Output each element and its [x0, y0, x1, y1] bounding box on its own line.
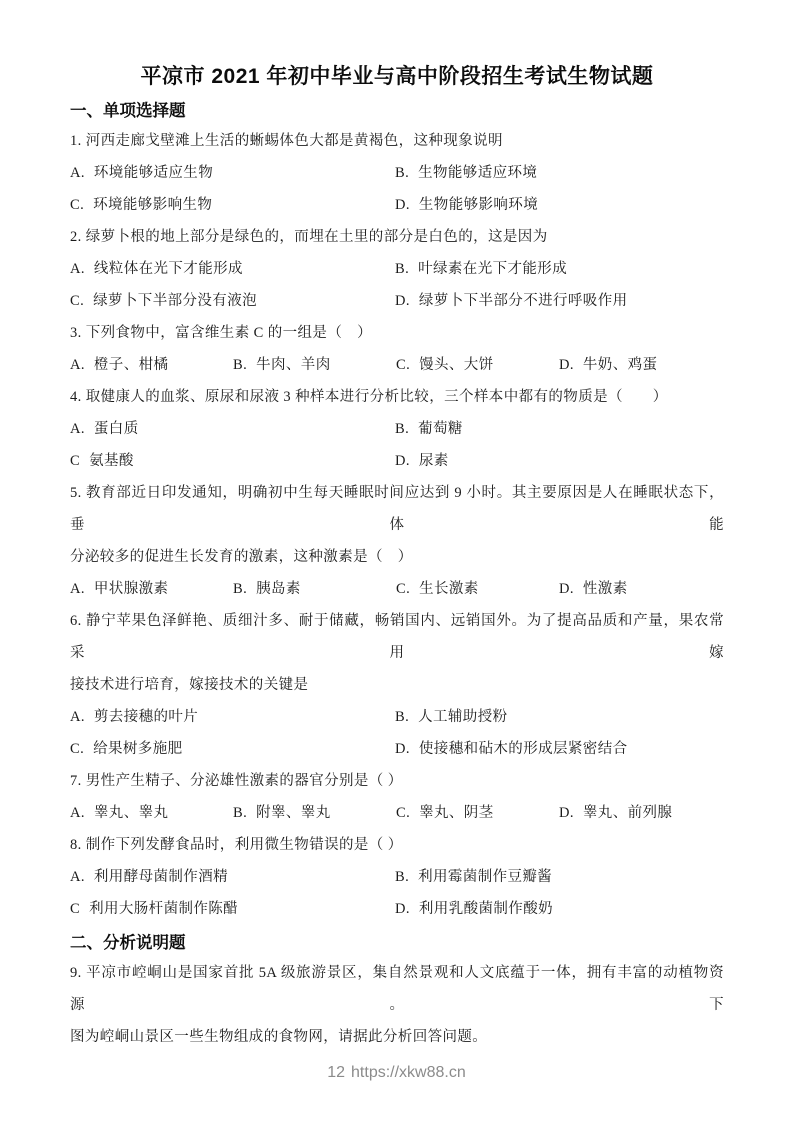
question-1-option-c: C. 环境能够影响生物: [70, 197, 213, 213]
question-8-stem: 8. 制作下列发酵食品时，利用微生物错误的是（ ）: [70, 837, 403, 853]
question-6-options: [70, 701, 724, 765]
footer-site-link[interactable]: https://xkw88.cn: [351, 1064, 466, 1081]
question-6: [70, 605, 724, 765]
question-5-option-a: A. 甲状腺激素: [70, 581, 169, 597]
question-1-stem: 1. 河西走廊戈壁滩上生活的蜥蜴体色大都是黄褐色，这种现象说明: [70, 133, 503, 149]
question-1-option-b: B. 生物能够适应环境: [395, 165, 538, 181]
question-6-option-b: B. 人工辅助授粉: [395, 709, 508, 725]
question-2-option-b: B. 叶绿素在光下才能形成: [395, 261, 568, 277]
page-number: 12: [327, 1064, 346, 1081]
question-4: [70, 381, 724, 477]
question-8-option-b: B. 利用霉菌制作豆瓣酱: [395, 869, 553, 885]
question-7-option-a: A. 睾丸、睾丸: [70, 805, 169, 821]
question-3: [70, 317, 724, 381]
section-heading-2: 二、分析说明题: [70, 934, 186, 952]
question-4-option-b: B. 葡萄糖: [395, 421, 463, 437]
question-9: [70, 957, 724, 1053]
question-3-stem: 3. 下列食物中，富含维生素 C 的一组是（ ）: [70, 325, 373, 341]
question-2-option-a: A. 线粒体在光下才能形成: [70, 261, 243, 277]
question-7-options: [70, 797, 724, 829]
page-title: 平凉市 2021 年初中毕业与高中阶段招生考试生物试题: [140, 65, 654, 88]
question-1-option-d: D. 生物能够影响环境: [395, 197, 539, 213]
question-4-option-c: C 氨基酸: [70, 453, 134, 469]
question-1-options: [70, 157, 724, 221]
question-4-options: [70, 413, 724, 477]
question-8-options: [70, 861, 724, 925]
question-8-option-d: D. 利用乳酸菌制作酸奶: [395, 901, 554, 917]
question-1: [70, 125, 724, 221]
question-3-option-c: C. 馒头、大饼: [396, 357, 494, 373]
question-8-option-a: A. 利用酵母菌制作酒精: [70, 869, 229, 885]
question-2-option-c: C. 绿萝卜下半部分没有液泡: [70, 293, 258, 309]
question-5: [70, 477, 724, 605]
question-3-option-a: A. 橙子、柑橘: [70, 357, 169, 373]
question-4-stem: 4. 取健康人的血浆、原尿和尿液 3 种样本进行分析比较，三个样本中都有的物质是（ ）: [70, 389, 668, 405]
question-2-options: [70, 253, 724, 317]
page-footer: [0, 1062, 793, 1084]
question-5-option-c: C. 生长激素: [396, 581, 479, 597]
question-7: [70, 765, 724, 829]
section-heading-1: 一、单项选择题: [70, 102, 186, 120]
question-5-option-b: B. 胰岛素: [233, 581, 301, 597]
question-6-option-d: D. 使接穗和砧木的形成层紧密结合: [395, 741, 628, 757]
question-2-stem: 2. 绿萝卜根的地上部分是绿色的，而埋在土里的部分是白色的，这是因为: [70, 229, 548, 245]
question-7-stem: 7. 男性产生精子、分泌雄性激素的器官分别是（ ）: [70, 773, 403, 789]
question-8-option-c: C 利用大肠杆菌制作陈醋: [70, 901, 239, 917]
question-6-option-c: C. 给果树多施肥: [70, 741, 183, 757]
question-7-option-c: C. 睾丸、阴茎: [396, 805, 494, 821]
question-4-option-d: D. 尿素: [395, 453, 449, 469]
question-2-option-d: D. 绿萝卜下半部分不进行呼吸作用: [395, 293, 628, 309]
question-2: [70, 221, 724, 317]
question-5-options: [70, 573, 724, 605]
question-7-option-d: D. 睾丸、前列腺: [559, 805, 673, 821]
question-7-option-b: B. 附睾、睾丸: [233, 805, 331, 821]
question-6-stem: 6. 静宁苹果色泽鲜艳、质细汁多、耐于储藏，畅销国内、远销国外。为了提高品质和产量，果农常采用嫁 接技术进行培育，嫁接技术的关键是: [70, 613, 724, 693]
question-3-option-d: D. 牛奶、鸡蛋: [559, 357, 658, 373]
question-3-options: [70, 349, 724, 381]
question-3-option-b: B. 牛肉、羊肉: [233, 357, 331, 373]
question-5-stem: 5. 教育部近日印发通知，明确初中生每天睡眠时间应达到 9 小时。其主要原因是人在睡眠状态下，垂体能 分泌较多的促进生长发育的激素，这种激素是（ ）: [70, 485, 724, 565]
question-8: [70, 829, 724, 925]
question-9-stem: 9. 平凉市崆峒山是国家首批 5A 级旅游景区，集自然景观和人文底蕴于一体，拥有丰富的动植物资源。下 图为崆峒山景区一些生物组成的食物网，请据此分析回答问题。: [70, 965, 724, 1045]
question-5-option-d: D. 性激素: [559, 581, 628, 597]
question-4-option-a: A. 蛋白质: [70, 421, 139, 437]
question-6-option-a: A. 剪去接穗的叶片: [70, 709, 199, 725]
question-1-option-a: A. 环境能够适应生物: [70, 165, 214, 181]
